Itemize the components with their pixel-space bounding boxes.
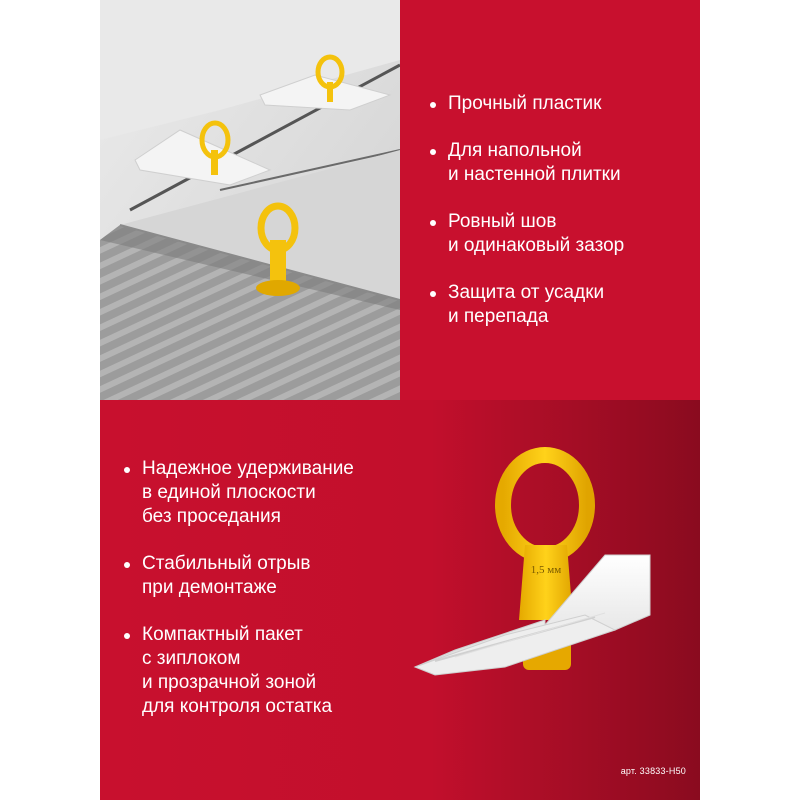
feature-line: в единой плоскости [142,482,316,503]
article-number: арт. 33833-H50 [620,766,686,776]
feature-item-even-seam [430,210,690,258]
tiling-scene-illustration [100,0,400,400]
bullet-dot-icon [124,562,130,568]
feature-line: Надежное удерживание [142,458,354,479]
clip-ring [503,455,587,555]
feature-line: без проседания [142,506,281,527]
feature-line: с зиплоком [142,648,241,669]
bullet-dot-icon [124,467,130,473]
bullet-dot-icon [430,220,436,226]
feature-line: Защита от усадки [448,282,605,303]
feature-line: Стабильный отрыв [142,553,311,574]
bullet-dot-icon [430,291,436,297]
feature-line: и настенной плитки [448,164,621,185]
feature-line: при демонтаже [142,577,277,598]
feature-item-durable-plastic [430,92,690,116]
tiling-photo [100,0,400,400]
feature-item-reliable-hold [124,457,424,529]
clip-marking: 1,5 мм [530,564,562,576]
bullet-dot-icon [430,102,436,108]
feature-item-floor-wall [430,139,690,187]
feature-line: и перепада [448,306,549,327]
feature-item-compact-package [124,623,424,719]
feature-line: Прочный пластик [448,93,602,114]
top-feature-list [430,92,690,352]
feature-line: для контроля остатка [142,696,333,717]
leveling-clip-illustration [395,445,685,705]
feature-line: и одинаковый зазор [448,235,625,256]
bullet-dot-icon [124,633,130,639]
feature-item-stable-breakoff [124,552,424,600]
bottom-feature-list [124,457,424,742]
product-card [100,0,700,800]
bullet-dot-icon [430,149,436,155]
feature-line: Ровный шов [448,211,557,232]
feature-line: и прозрачной зоной [142,672,317,693]
feature-item-shrink-protection [430,281,690,329]
feature-line: Для напольной [448,140,582,161]
white-wedge-tongue [415,615,615,675]
feature-line: Компактный пакет [142,624,303,645]
